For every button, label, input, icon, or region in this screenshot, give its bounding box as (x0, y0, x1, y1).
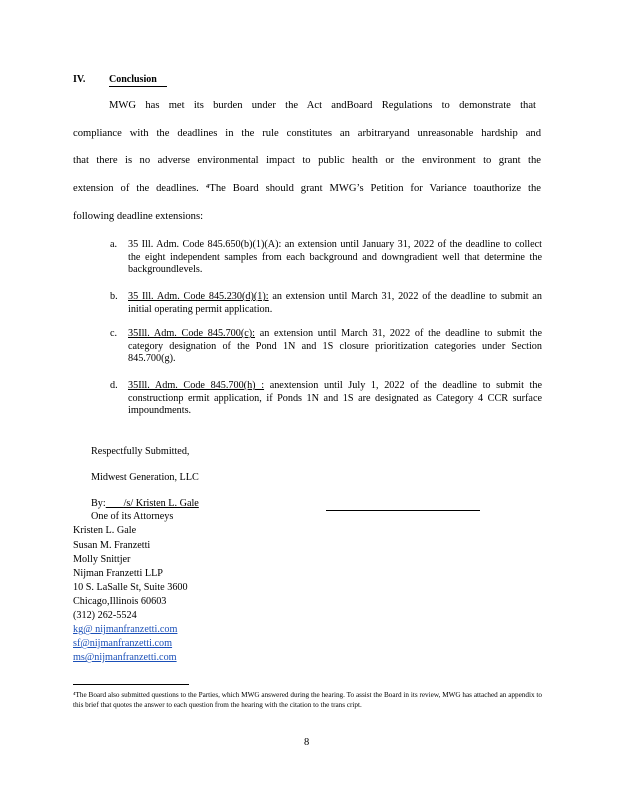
conclusion-line-2: compliance with the deadlines in the rule constitutes an arbitraryand unreasonable hardship and (73, 128, 541, 139)
email-link-3[interactable]: ms@nijmanfranzetti.com (73, 652, 177, 663)
email-link-2[interactable]: sf@nijmanfranzetti.com (73, 638, 173, 649)
conclusion-line-3: that there is no adverse environmental impact to public health or the environment to grant the (73, 155, 541, 166)
email-link-1[interactable]: kg@ nijmanfranzetti.com (73, 624, 178, 635)
conclusion-line-5: following deadline extensions: (73, 211, 204, 222)
heading-underline (109, 86, 167, 87)
address-line-2: Chicago,Illinois 60603 (73, 596, 167, 607)
section-number: IV. (73, 74, 86, 85)
extension-text: an extension until March 31, 2022 of the deadline to submit the category designation of the Pond 1N and 1S closure prioritization categories under Section 845.700(g). (128, 328, 542, 364)
firm-name: Nijman Franzetti LLP (73, 568, 163, 579)
conclusion-line-1: MWG has met its burden under the Act andBoard Regulations to demonstrate that (109, 100, 536, 111)
conclusion-line-4: extension of the deadlines. ⁴The Board should grant MWG’s Petition for Variance toauthorize the (73, 183, 541, 194)
citation: 35Ill. Adm. Code 845.700(c): (128, 328, 255, 339)
extension-text: an extension until March 31, 2022 of the deadline to submit an initial operating permit application. (128, 291, 542, 315)
page-number: 8 (304, 737, 310, 748)
list-marker: b. (110, 291, 118, 302)
closing: Respectfully Submitted, (91, 446, 190, 457)
extension-text: an extension until January 31, 2022 of the deadline to collect the eight independent samples from each background and downgradient well that determine the backgroundlevels. (128, 239, 542, 275)
signature-line (91, 498, 199, 510)
citation: 35Ill. Adm. Code 845.700(h) : (128, 380, 265, 391)
by-name: /s/ Kristen L. Gale (123, 498, 199, 509)
citation: 35 Ill. Adm. Code 845.650(b)(1)(A): (128, 239, 282, 250)
signature-rule (326, 510, 480, 511)
section-heading: Conclusion (109, 74, 157, 85)
extension-text: anextension until July 1, 2022 of the deadline to submit the constructionp ermit application, if Ponds 1N and 1S are designated as Category 4 CCR surface impoundments. (128, 380, 542, 416)
phone-number: (312) 262-5524 (73, 610, 137, 621)
by-label: By: (91, 498, 106, 509)
by-blank (106, 498, 124, 509)
list-marker: c. (110, 328, 118, 339)
citation: 35 Ill. Adm. Code 845.230(d)(1): (128, 291, 269, 302)
list-marker: d. (110, 380, 118, 391)
footnote-separator (73, 684, 189, 685)
attorney-name-1: Kristen L. Gale (73, 525, 137, 536)
attorney-name-3: Molly Snittjer (73, 554, 131, 565)
attorney-name-2: Susan M. Franzetti (73, 540, 151, 551)
address-line-1: 10 S. LaSalle St, Suite 3600 (73, 582, 188, 593)
footnote: ⁴The Board also submitted questions to the Parties, which MWG answered during the hearing. To assist the Board in its review, MWG has attached an appendix to this brief that quotes the answer to each question from the hearing with the citation to the trans cript. (73, 691, 542, 709)
attorney-role: One of its Attorneys (91, 511, 174, 522)
party-name: Midwest Generation, LLC (91, 472, 199, 483)
list-marker: a. (110, 239, 118, 250)
